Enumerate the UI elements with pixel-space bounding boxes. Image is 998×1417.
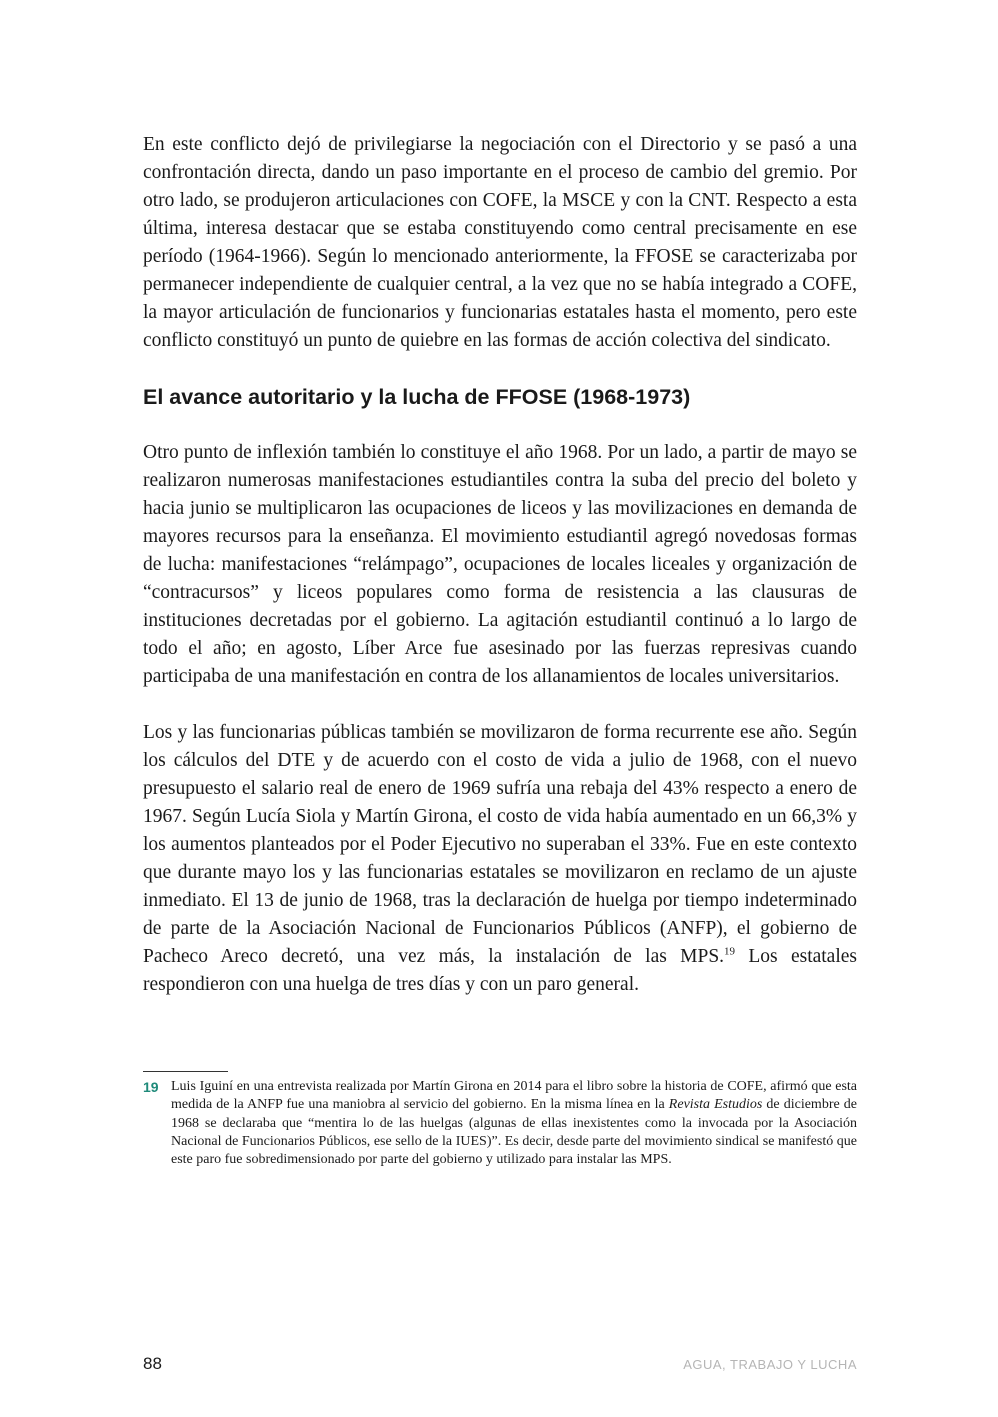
- page-number: 88: [143, 1354, 162, 1373]
- paragraph-2: Otro punto de inflexión también lo constituye el año 1968. Por un lado, a partir de mayo se realizaron numerosas manifestaciones estudiantiles contra la suba del precio del boleto y hacia junio se multiplicaron las ocupaciones de liceos y las movilizaciones en demanda de mayores recursos para la enseñanza. El movimiento estudiantil agregó novedosas formas de lucha: manifestaciones “relámpago”, ocupaciones de locales liceales y organización de “contracursos” y liceos populares como forma de resistencia a las clausuras de instituciones decretadas por el gobierno. La agitación estudiantil continuó a lo largo de todo el año; en agosto, Líber Arce fue asesinado por las fuerzas represivas cuando participaba de una manifestación en contra de los allanamientos de locales universitarios.: [143, 442, 857, 687]
- footnote-divider: [143, 1071, 228, 1072]
- section-heading: El avance autoritario y la lucha de FFOSE (1968-1973): [143, 385, 691, 409]
- paragraph-3-text: Los y las funcionarias públicas también se movilizaron de forma recurrente ese año. Según los cálculos del DTE y de acuerdo con el costo de vida a julio de 1968, con el nuevo presupuesto el salario real de enero de 1969 sufría una rebaja del 43% respecto a enero de 1967. Según Lucía Siola y Martín Girona, el costo de vida había aumentado en un 66,3% y los aumentos planteados por el Poder Ejecutivo no superaban el 33%. Fue en este contexto que durante mayo los y las funcionarias estatales se movilizaron en reclamo de un ajuste inmediato. El 13 de junio de 1968, tras la declaración de huelga por tiempo indeterminado de parte de la Asociación Nacional de Funcionarios Públicos (ANFP), el gobierno de Pacheco Areco decretó, una vez más, la instalación de las MPS.: [143, 722, 857, 967]
- main-text: [143, 131, 857, 999]
- footnote-19: [143, 1078, 857, 1169]
- footnote-text: [171, 1078, 857, 1169]
- paragraph-3: [143, 719, 857, 999]
- paragraph-1: En este conflicto dejó de privilegiarse la negociación con el Directorio y se pasó a una confrontación directa, dando un paso importante en el proceso de cambio del gremio. Por otro lado, se produjeron articulaciones con COFE, la MSCE y con la CNT. Respecto a esta última, interesa destacar que se estaba constituyendo como central precisamente en ese período (1964-1966). Según lo mencionado anteriormente, la FFOSE se caracterizaba por permanecer independiente de cualquier central, a la vez que no se había integrado a COFE, la mayor articulación de funcionarios y funcionarias estatales hasta el momento, pero este conflicto constituyó un punto de quiebre en las formas de acción colectiva del sindicato.: [143, 134, 857, 351]
- page-footer: [143, 1354, 857, 1374]
- footnote-text-b: de diciembre de 1968 se declaraba que “mentira lo de las huelgas (algunas de ellas inexistentes como la invocada por la Asociación Nacional de Funcionarios Públicos, ese sello de la IUES)”. Es decir, desde parte del movimiento sindical se manifestó que este paro fue sobredimensionado por parte del gobierno y utilizado para instalar las MPS.: [171, 1097, 857, 1168]
- footnote-italic-title: Revista Estudios: [668, 1097, 763, 1113]
- footnote-reference[interactable]: 19: [724, 945, 736, 958]
- running-title: AGUA, TRABAJO Y LUCHA: [683, 1357, 857, 1372]
- paragraph-3-end: Los estatales respondieron con una huelga de tres días y con un paro general.: [143, 946, 857, 995]
- footnote-text-a: Luis Iguiní en una entrevista realizada por Martín Girona en 2014 para el libro sobre la historia de COFE, afirmó que esta medida de la ANFP fue una maniobra al servicio del gobierno. En la misma línea en la: [171, 1079, 857, 1113]
- footnote-number: 19: [143, 1079, 159, 1095]
